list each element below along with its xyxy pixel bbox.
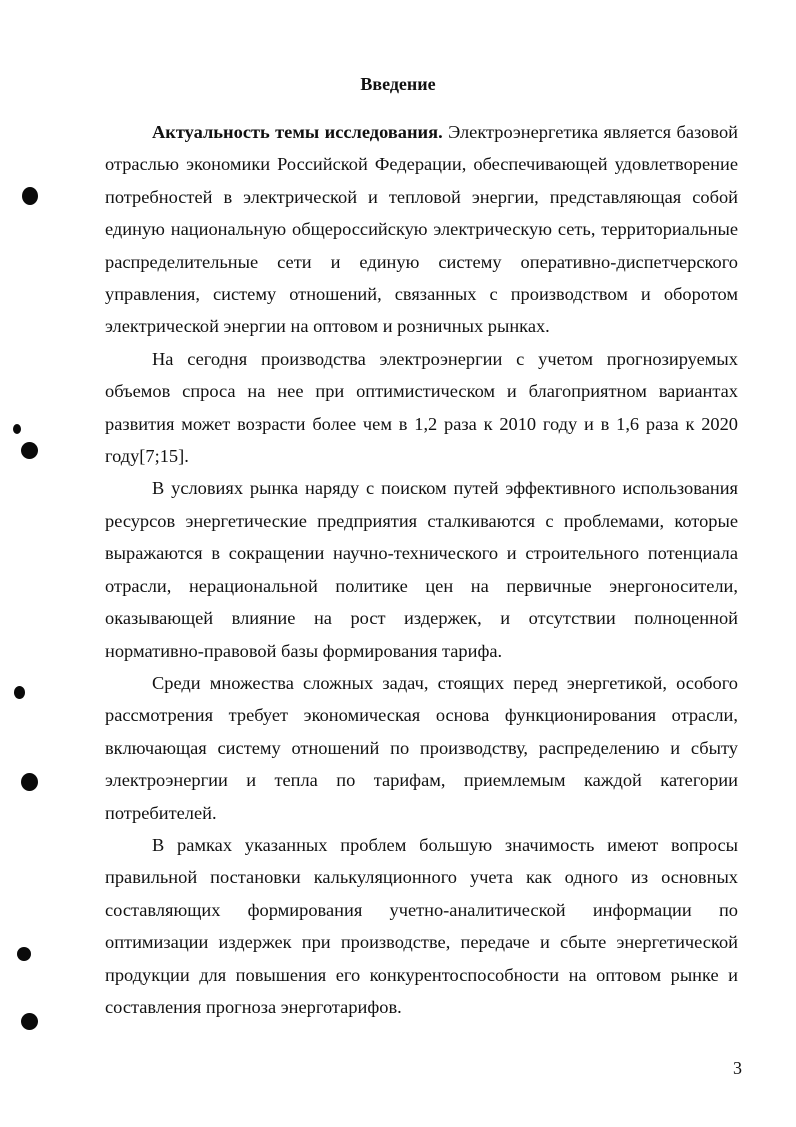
body-text [105, 116, 738, 1023]
punch-hole-1 [22, 187, 38, 205]
punch-hole-4 [14, 686, 25, 699]
punch-hole-5 [21, 773, 38, 791]
punch-hole-6 [17, 947, 31, 961]
paragraph-relevance [105, 116, 738, 343]
punch-hole-3 [21, 442, 38, 459]
paragraph-cost-accounting: В рамках указанных проблем большую значимость имеют вопросы правильной постановки калькуляционного учета как одного из основных составляющих формирования учетно-аналитической информации по оптимизации издержек при производстве, передаче и сбыте энергетической продукции для повышения его конкурентоспособности на оптовом рынке и составления прогноза энерготарифов. [105, 834, 738, 1017]
page-number: 3 [733, 1058, 742, 1078]
paragraph-tasks: Среди множества сложных задач, стоящих перед энергетикой, особого рассмотрения требует экономическая основа функционирования отрасли, включающая систему отношений по производству, распределению и сбыту электроэнергии и тепла по тарифам, приемлемым каждой категории потребителей. [105, 672, 738, 823]
paragraph-lead: Актуальность темы исследования. [152, 122, 443, 142]
paragraph-text: Электроэнергетика является базовой отраслью экономики Российской Федерации, обеспечивающей удовлетворение потребностей в электрической и тепловой энергии, представляющая собой единую национальную общероссийскую электрическую сеть, территориальные распределительные сети и единую систему оперативно-диспетчерского управления, систему отношений, связанных с производством и оборотом электрической энергии на оптовом и розничных рынках. [105, 122, 738, 337]
paragraph-forecast: На сегодня производства электроэнергии с учетом прогнозируемых объемов спроса на нее при оптимистическом и благоприятном вариантах развития может возрасти более чем в 1,2 раза к 2010 году и в 1,6 раза к 2020 году[7;15]. [105, 348, 738, 467]
punch-hole-7 [21, 1013, 38, 1030]
paragraph-market-conditions: В условиях рынка наряду с поиском путей эффективного использования ресурсов энергетические предприятия сталкиваются с проблемами, которые выражаются в сокращении научно-технического и строительного потенциала отрасли, нерациональной политике цен на первичные энергоносители, оказывающей влияние на рост издержек, и отсутствии полноценной нормативно-правовой базы формирования тарифа. [105, 478, 738, 661]
punch-hole-2 [13, 424, 21, 434]
page-title: Введение [360, 74, 436, 94]
